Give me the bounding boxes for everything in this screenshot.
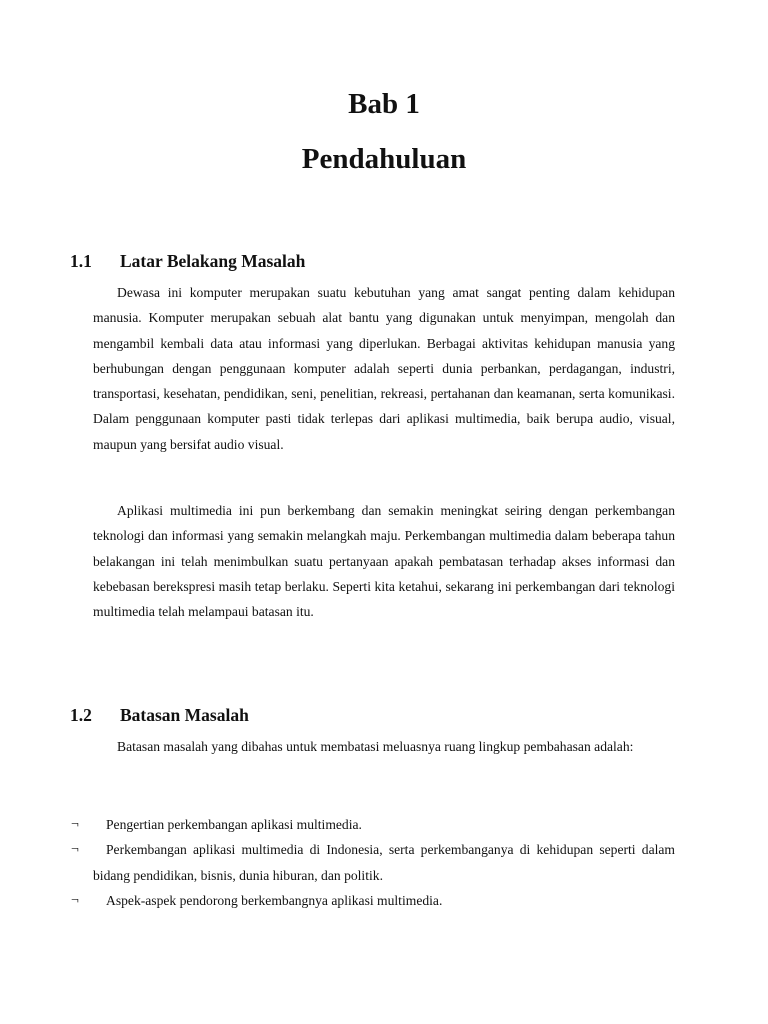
chapter-title: Pendahuluan [301,143,467,175]
list-item [0,888,768,913]
paragraph-background-2: Aplikasi multimedia ini pun berkembang dan semakin meningkat seiring dengan perkembangan teknologi dan informasi yang semakin melangkah maju. Perkembangan multimedia dalam beberapa tahun belakangan ini telah menimbulkan suatu pertanyaan apakah pembatasan terhadap akses informasi dan kebebasan berekspresi masih tetap berlaku. Seperti kita ketahui, sekarang ini perkembangan dari teknologi multimedia telah melampaui batasan itu. [93,503,675,620]
paragraph-scope-intro: Batasan masalah yang dibahas untuk membatasi meluasnya ruang lingkup pembahasan adalah: [117,739,634,754]
list-item [0,837,768,888]
chapter-number: Bab 1 [348,88,420,120]
section-heading-1-2 [70,705,249,726]
list-item-text: Pengertian perkembangan aplikasi multimedia. [106,817,362,832]
section-heading-1-1 [70,251,305,272]
section-title: Latar Belakang Masalah [120,251,306,271]
bullet-icon: ¬ [71,842,79,858]
list-item [0,812,768,837]
bullet-icon: ¬ [71,892,79,908]
section-number: 1.1 [70,251,92,271]
section-title: Batasan Masalah [120,705,249,725]
scope-list [0,812,768,913]
paragraph-background-1: Dewasa ini komputer merupakan suatu kebutuhan yang amat sangat penting dalam kehidupan manusia. Komputer merupakan sebuah alat bantu yang digunakan untuk menyimpan, mengolah dan mengambil kembali data atau informasi yang diperlukan. Berbagai aktivitas kehidupan manusia yang berhubungan dengan penggunaan komputer adalah seperti dunia perbankan, perdagangan, industri, transportasi, kesehatan, pendidikan, seni, penelitian, rekreasi, pertahanan dan keamanan, serta komunikasi. Dalam penggunaan komputer pasti tidak terlepas dari aplikasi multimedia, baik berupa audio, visual, maupun yang bersifat audio visual. [93,285,675,452]
section-number: 1.2 [70,705,92,725]
bullet-icon: ¬ [71,817,79,832]
list-item-text: Aspek-aspek pendorong berkembangnya aplikasi multimedia. [106,892,443,908]
list-item-text: Perkembangan aplikasi multimedia di Indonesia, serta perkembanganya di kehidupan seperti dalam bidang pendidikan, bisnis, dunia hiburan, dan politik. [93,842,675,883]
